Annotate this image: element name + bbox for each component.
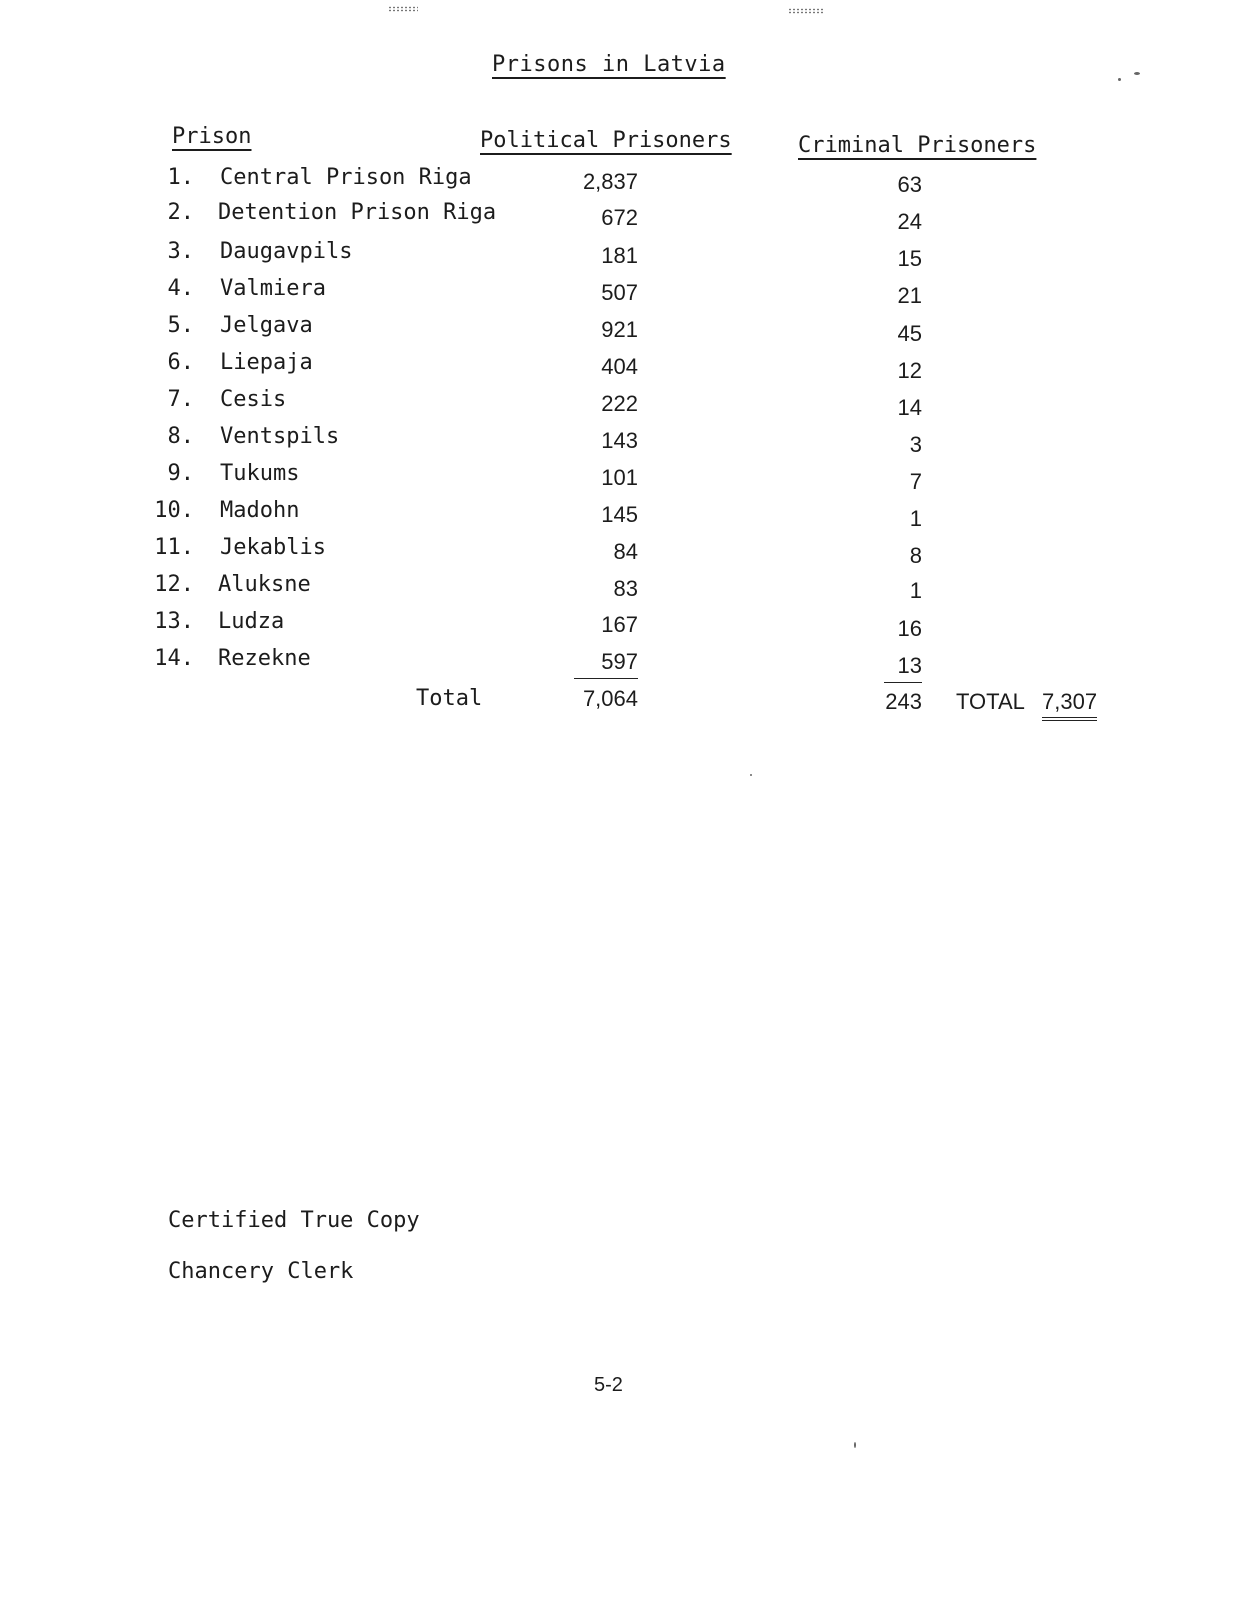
prison-name: Rezekne xyxy=(218,646,311,671)
political-count: 507 xyxy=(601,280,638,305)
criminal-count: 21 xyxy=(897,283,922,308)
grand-total-value: 7,307 xyxy=(1042,689,1097,721)
scan-artifact xyxy=(788,8,824,14)
prison-name: Central Prison Riga xyxy=(220,165,472,190)
row-number: 3. xyxy=(167,239,194,264)
table-row xyxy=(0,424,1236,457)
prison-name: Jekablis xyxy=(220,535,326,560)
total-political: 7,064 xyxy=(582,686,638,711)
political-count: 101 xyxy=(601,465,638,490)
table-row xyxy=(0,535,1236,568)
prison-name: Tukums xyxy=(220,461,300,486)
prison-name: Cesis xyxy=(220,387,287,412)
row-number: 2. xyxy=(167,200,194,225)
row-number: 7. xyxy=(167,387,194,412)
column-header-criminal-prisoners: Criminal Prisoners xyxy=(798,133,1037,158)
row-number: 13. xyxy=(154,609,194,634)
political-count: 143 xyxy=(601,428,638,453)
column-header-political-prisoners: Political Prisoners xyxy=(480,128,732,153)
row-number: 9. xyxy=(167,461,194,486)
certification-signatory: Chancery Clerk xyxy=(168,1259,354,1284)
document-title: Prisons in Latvia xyxy=(492,52,726,77)
political-count: 83 xyxy=(613,576,638,601)
table-row xyxy=(0,498,1236,531)
criminal-count: 7 xyxy=(909,469,922,494)
prison-name: Aluksne xyxy=(218,572,311,597)
table-row xyxy=(0,239,1236,269)
total-label: Total xyxy=(416,686,483,711)
political-count: 84 xyxy=(613,539,638,564)
row-number: 12. xyxy=(154,572,194,597)
table-row xyxy=(0,387,1236,420)
row-number: 14. xyxy=(154,646,194,671)
political-count: 404 xyxy=(601,354,638,379)
table-row xyxy=(0,313,1236,346)
scan-speck xyxy=(854,1442,856,1448)
scan-speck xyxy=(1118,78,1121,81)
prison-name: Valmiera xyxy=(220,276,326,301)
prison-name: Ludza xyxy=(218,609,285,634)
criminal-count: 24 xyxy=(897,209,922,234)
political-count: 921 xyxy=(601,317,638,342)
criminal-count: 3 xyxy=(909,432,922,457)
political-count: 2,837 xyxy=(582,169,638,194)
criminal-count: 1 xyxy=(909,506,922,531)
scan-artifact xyxy=(388,6,418,12)
total-criminal: 243 xyxy=(885,689,922,714)
table-row xyxy=(0,609,1236,639)
certification-line: Certified True Copy xyxy=(168,1208,420,1233)
prison-name: Liepaja xyxy=(220,350,313,375)
political-count: 597 xyxy=(601,649,638,674)
criminal-count: 12 xyxy=(897,358,922,383)
row-number: 8. xyxy=(167,424,194,449)
criminal-count: 14 xyxy=(897,395,922,420)
page-number: 5-2 xyxy=(594,1374,623,1396)
table-row xyxy=(0,350,1236,383)
criminal-count: 15 xyxy=(897,246,922,271)
political-count: 145 xyxy=(601,502,638,527)
row-number: 6. xyxy=(167,350,194,375)
criminal-count: 1 xyxy=(909,578,922,603)
row-number: 4. xyxy=(167,276,194,301)
prison-name: Madohn xyxy=(220,498,300,523)
criminal-count: 63 xyxy=(897,172,922,197)
row-number: 10. xyxy=(154,498,194,523)
criminal-count: 45 xyxy=(897,321,922,346)
scan-speck xyxy=(750,774,752,776)
column-header-prison: Prison xyxy=(172,124,252,149)
political-count: 672 xyxy=(601,205,638,230)
table-row xyxy=(0,276,1236,306)
subtotal-rule-political xyxy=(574,678,638,679)
political-count: 167 xyxy=(601,612,638,637)
table-row xyxy=(0,646,1236,676)
row-number: 5. xyxy=(167,313,194,338)
prison-name: Jelgava xyxy=(220,313,313,338)
prison-name: Ventspils xyxy=(220,424,340,449)
political-count: 181 xyxy=(601,243,638,268)
political-count: 222 xyxy=(601,391,638,416)
criminal-count: 8 xyxy=(909,543,922,568)
table-row xyxy=(0,200,1236,234)
table-row xyxy=(0,165,1236,195)
prison-name: Detention Prison Riga xyxy=(218,200,497,225)
subtotal-rule-criminal xyxy=(884,682,922,683)
scan-speck xyxy=(1134,72,1140,75)
row-number: 1. xyxy=(167,165,194,190)
criminal-count: 16 xyxy=(897,616,922,641)
row-number: 11. xyxy=(154,535,194,560)
criminal-count: 13 xyxy=(897,653,922,678)
prison-name: Daugavpils xyxy=(220,239,353,264)
table-row xyxy=(0,572,1236,602)
grand-total-label: TOTAL xyxy=(956,689,1025,714)
table-row xyxy=(0,461,1236,494)
